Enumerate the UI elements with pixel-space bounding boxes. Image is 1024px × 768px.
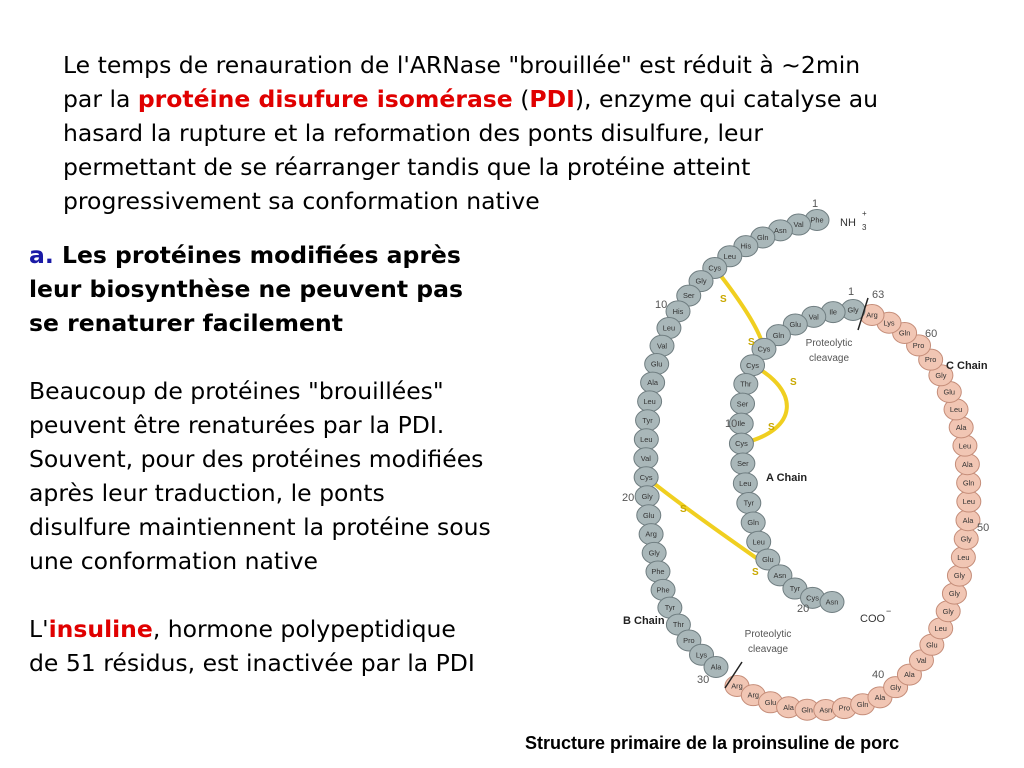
sulfur-label: S	[790, 377, 797, 388]
enzyme-name: protéine disufure isomérase	[137, 85, 513, 113]
b-chain-residue-label: Cys	[708, 263, 722, 273]
c-chain-residue-label: Gly	[942, 606, 954, 616]
a-chain-residue-label: Gln	[747, 518, 759, 528]
n-terminus-label: NH	[840, 217, 856, 229]
b-chain-residue	[638, 391, 662, 412]
b-chain-residue-label: Ser	[682, 291, 695, 301]
a-chain-residue-label: Tyr	[743, 498, 754, 508]
c-chain-residue	[951, 547, 975, 568]
residue-number: 60	[925, 328, 938, 340]
c-chain-residue	[954, 528, 978, 549]
c-chain-residue-label: Glu	[943, 387, 956, 397]
c-chain-residue-label: Ala	[955, 422, 967, 432]
a-chain-residue	[733, 473, 757, 494]
a-chain-residue-label: Leu	[752, 537, 765, 547]
c-chain-residue-label: Gln	[962, 478, 975, 488]
c-chain-residue-label: Leu	[949, 405, 963, 415]
a-chain-residue	[731, 453, 755, 474]
intro-paren-open: (	[512, 85, 530, 113]
residue-number: 1	[848, 286, 855, 298]
c-chain-residue	[957, 491, 981, 512]
b-chain-residue-label: Cys	[639, 472, 653, 482]
intro-line-2-post: ), enzyme qui catalyse au	[574, 85, 879, 113]
c-chain-residue-label: Gly	[953, 571, 965, 581]
a-chain-residue	[731, 393, 755, 414]
a-chain-residue	[741, 512, 765, 533]
cleavage-label: cleavage	[747, 644, 789, 655]
a-chain-residue-label: Tyr	[789, 584, 801, 594]
c-chain-residue-label: Ala	[783, 702, 794, 712]
c-chain-residue	[947, 565, 971, 586]
b-chain-residue-label: Phe	[651, 567, 665, 577]
c-chain-residue-label: Gln	[856, 699, 869, 709]
a-chain-residue-label: Cys	[746, 360, 759, 370]
b-chain-residue	[641, 372, 665, 393]
enzyme-abbreviation: PDI	[529, 85, 575, 113]
a-chain-residue	[737, 493, 761, 514]
c-chain-residue	[942, 583, 966, 604]
b-chain-residue-label: Tyr	[642, 415, 653, 425]
residue-number: 10	[655, 299, 668, 311]
c-chain-residue-label: Leu	[957, 552, 970, 562]
b-chain-residue-label: Phe	[656, 585, 670, 595]
c-chain-residue-label: Arg	[747, 690, 760, 700]
residue-number: 30	[697, 674, 710, 686]
intro-line-3: hasard la rupture et la reformation des ponts disulfure, leur	[63, 119, 764, 147]
b-chain-residue-label: Ala	[647, 378, 658, 388]
c-chain-residue-label: Glu	[764, 697, 777, 707]
a-chain-residue-label: Asn	[773, 570, 787, 580]
figure-caption: Structure primaire de la proinsuline de porc	[525, 733, 900, 753]
c-chain-residue-label: Gly	[935, 370, 947, 380]
a-chain-residue	[734, 373, 758, 394]
a-chain-residue-label: Ile	[829, 307, 838, 317]
cleavage-label: Proteolytic	[744, 629, 792, 640]
b-chain-residue-label: His	[672, 306, 684, 316]
a-chain-residue-label: Cys	[757, 344, 771, 354]
c-chain-residue-label: Arg	[866, 310, 878, 320]
c-terminus-sup: −	[886, 606, 892, 616]
c-chain-residue-label: Gly	[948, 589, 960, 599]
residue-number: 50	[977, 522, 990, 534]
b-chain-residue-label: Gly	[648, 548, 660, 558]
c-chain-label: C Chain	[946, 360, 988, 372]
b-chain-residue-label: Tyr	[664, 603, 675, 613]
b-chain-residue-label: Arg	[645, 529, 657, 539]
c-chain-residue-label: Leu	[958, 441, 972, 451]
c-chain-residue-label: Ala	[874, 692, 886, 702]
insulin-pre: L'	[29, 615, 49, 643]
c-chain-residue	[957, 472, 981, 493]
section-heading-text: Les protéines modifiées après leur biosynthèse ne peuvent pas se renaturer facilement	[29, 241, 463, 337]
c-chain-residue-label: Leu	[934, 623, 947, 633]
b-chain-residue	[634, 448, 658, 469]
b-chain-residue-label: His	[740, 241, 752, 251]
b-chain-residue	[642, 542, 666, 563]
c-chain-residue-label: Leu	[962, 497, 975, 507]
disulfide-bond	[715, 268, 764, 349]
b-chain-residue-label: Val	[656, 341, 668, 351]
residue-number: 20	[797, 603, 810, 615]
b-chain-residue	[636, 410, 660, 431]
b-chain-residue-label: Lys	[695, 650, 708, 660]
pdi-paragraph: Beaucoup de protéines "brouillées" peuvent être renaturées par la PDI. Souvent, pour des protéines modifiées après leur traduction, le ponts disulfure maintiennent la protéine sous une conformation native	[29, 377, 491, 575]
c-terminus-label: COO	[860, 613, 886, 625]
a-chain-residue-label: Ser	[737, 459, 749, 469]
cleavage-label: cleavage	[808, 353, 850, 364]
b-chain-residue	[646, 561, 670, 582]
sulfur-label: S	[680, 504, 687, 515]
c-chain-residue-label: Pro	[838, 703, 851, 713]
b-chain-residue-label: Pro	[683, 636, 695, 646]
b-chain-residue	[635, 486, 659, 507]
a-chain-label: A Chain	[766, 472, 808, 484]
residue-number: 63	[872, 289, 885, 301]
b-chain-residue-label: Val	[793, 220, 804, 230]
b-chain-residue-label: Val	[640, 453, 651, 463]
a-chain-residue-label: Cys	[806, 593, 819, 603]
c-chain-residue-label: Arg	[731, 681, 743, 691]
b-chain-residue-label: Leu	[662, 323, 676, 333]
left-column	[29, 238, 491, 680]
intro-line-2-pre: par la	[63, 85, 138, 113]
c-chain-residue-label: Gly	[890, 682, 902, 692]
c-chain-residue-label: Ala	[904, 670, 915, 680]
n-terminus-sup: +	[862, 209, 867, 218]
sulfur-label: S	[748, 337, 755, 348]
b-chain-residue-label: Thr	[672, 620, 684, 630]
b-chain-residue-label: Ala	[710, 662, 722, 672]
c-chain-residue-label: Pro	[924, 355, 937, 365]
residue-number: 20	[622, 492, 635, 504]
b-chain-residue-label: Asn	[774, 225, 787, 235]
c-chain-residue	[955, 454, 979, 475]
c-chain-residue-label: Asn	[819, 705, 833, 715]
c-chain-residue-label: Ala	[962, 459, 973, 469]
b-chain-residue	[637, 505, 661, 526]
b-chain-label: B Chain	[623, 615, 665, 627]
c-chain-residue	[953, 435, 977, 456]
residue-number: 10	[725, 418, 738, 430]
a-chain-residue-label: Val	[808, 312, 819, 322]
intro-line-5: progressivement sa conformation native	[63, 187, 540, 215]
a-chain-residue-label: Asn	[825, 597, 839, 607]
c-chain-residue-label: Val	[916, 655, 927, 665]
a-chain-residue-label: Cys	[735, 439, 748, 449]
b-chain-residue-label: Gln	[757, 233, 769, 243]
b-chain-residue-label: Leu	[643, 396, 656, 406]
b-chain-residue-label: Gly	[695, 276, 707, 286]
b-chain-residue	[645, 354, 669, 375]
b-chain-residue-label: Leu	[640, 434, 653, 444]
a-chain-residue-label: Glu	[789, 320, 802, 330]
section-heading	[29, 238, 491, 340]
c-chain-residue-label: Gln	[898, 328, 911, 338]
sulfur-label: S	[768, 422, 775, 433]
a-chain-residue-label: Ser	[736, 399, 749, 409]
a-chain-residue	[741, 355, 765, 376]
a-chain-residue	[729, 433, 753, 454]
b-chain-residue-label: Gly	[641, 491, 653, 501]
b-chain-residue-label: Leu	[723, 251, 736, 261]
residue-beads	[634, 210, 981, 721]
b-chain-residue-label: Glu	[650, 359, 663, 369]
insulin-paragraph	[29, 612, 491, 680]
a-chain-residue-label: Glu	[762, 555, 774, 565]
intro-line-1: Le temps de renauration de l'ARNase "brouillée" est réduit à ~2min	[63, 51, 861, 79]
b-chain-residue	[634, 467, 658, 488]
section-letter: a.	[29, 241, 54, 269]
a-chain-residue-label: Gly	[847, 305, 859, 315]
sulfur-label: S	[720, 294, 727, 305]
b-chain-residue	[639, 524, 663, 545]
c-chain-residue-label: Ala	[962, 515, 974, 525]
a-chain-residue	[820, 592, 844, 613]
a-chain-residue-label: Leu	[739, 478, 752, 488]
b-chain-residue	[650, 335, 674, 356]
insulin-post: , hormone polypeptidique de 51 résidus, est inactivée par la PDI	[29, 615, 475, 677]
residue-number: 40	[872, 669, 885, 681]
n-terminus-sub: 3	[862, 223, 867, 232]
cleavage-label: Proteolytic	[805, 338, 853, 349]
a-chain-residue-label: Thr	[740, 379, 752, 389]
a-chain-residue-label: Ile	[737, 419, 746, 429]
sulfur-label: S	[752, 567, 759, 578]
c-chain-residue-label: Glu	[926, 640, 938, 650]
residue-number: 1	[812, 198, 819, 210]
c-chain-residue-label: Gln	[801, 705, 813, 715]
c-chain-residue-label: Lys	[883, 318, 895, 328]
b-chain-residue-label: Glu	[643, 510, 655, 520]
b-chain-residue-label: Phe	[810, 215, 824, 225]
c-chain-residue-label: Pro	[912, 341, 925, 351]
c-chain-residue-label: Gly	[960, 534, 972, 544]
insulin-word: insuline	[48, 615, 153, 643]
b-chain-residue	[634, 429, 658, 450]
intro-line-4: permettant de se réarranger tandis que la protéine atteint	[63, 153, 751, 181]
a-chain-residue-label: Gln	[772, 330, 785, 340]
